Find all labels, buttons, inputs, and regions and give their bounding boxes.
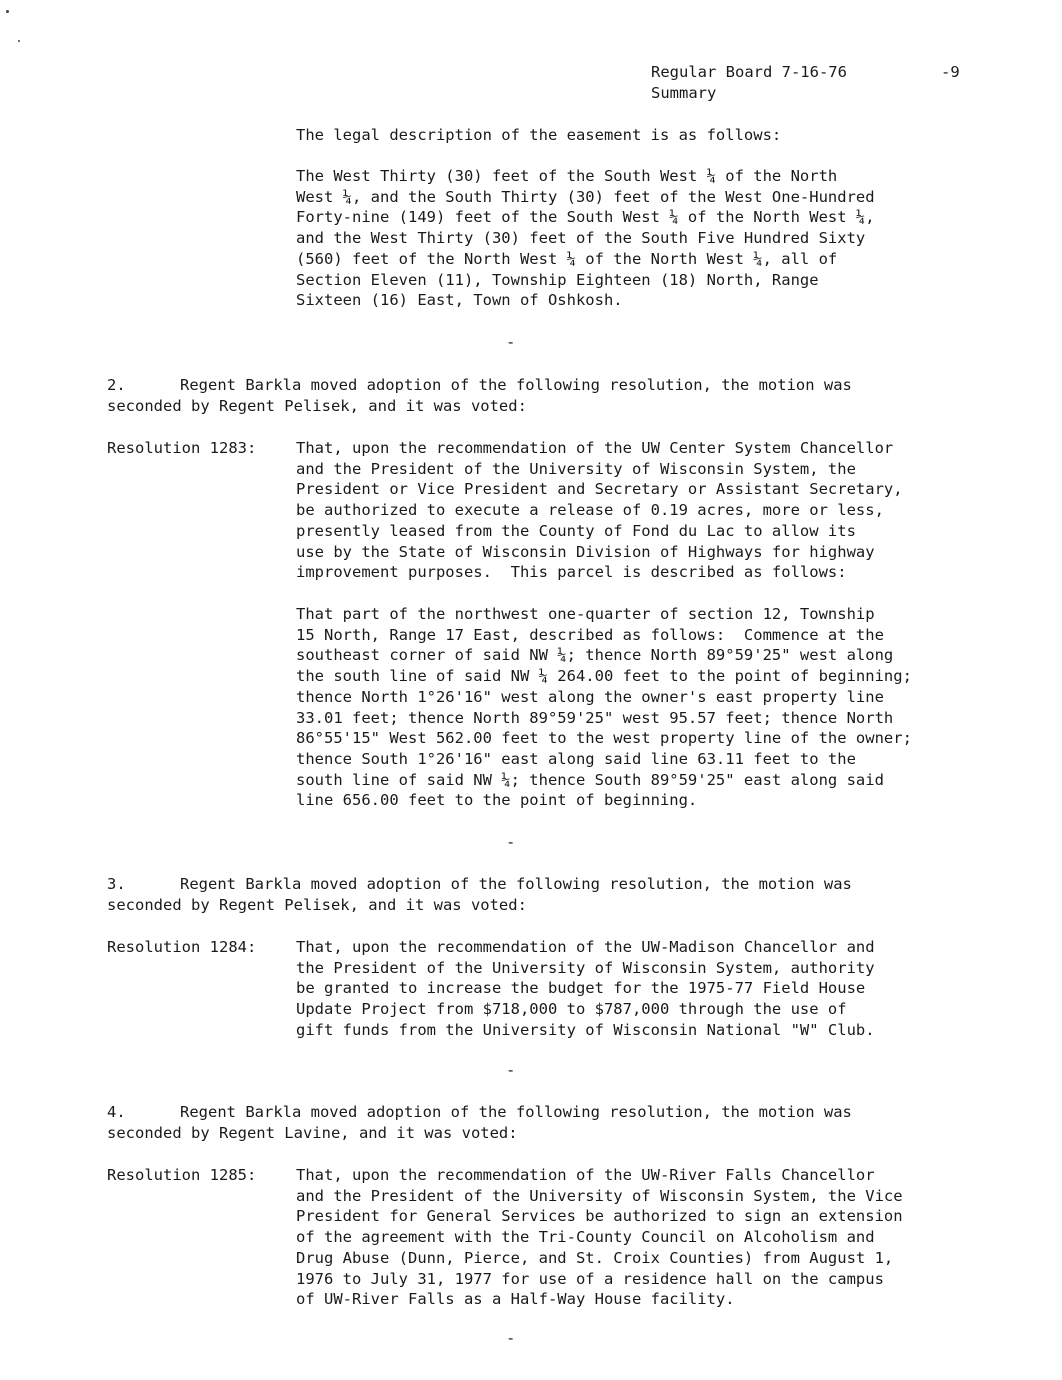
parcel-line: 86°55'15" West 562.00 feet to the west property line of the owner; (296, 729, 912, 748)
parcel-line: southeast corner of said NW ¼; thence North 89°59'25" west along (296, 646, 894, 665)
easement-line: Forty-nine (149) feet of the South West ¼ of the North West ¼, (296, 208, 875, 227)
parcel-line: 15 North, Range 17 East, described as follows: Commence at the (296, 625, 884, 644)
parcel-description (296, 604, 912, 811)
resolution-line: be granted to increase the budget for the 1975-77 Field House (296, 979, 866, 998)
resolution-line: improvement purposes. This parcel is described as follows: (296, 563, 847, 582)
resolution-line: of the agreement with the Tri-County Council on Alcoholism and (296, 1228, 875, 1247)
page-number: -9 (941, 63, 960, 81)
scan-speck (18, 40, 20, 42)
resolution-label: Resolution 1285: (107, 1166, 257, 1184)
resolution-line: Update Project from $718,000 to $787,000 through the use of (296, 1000, 847, 1019)
resolution-body (296, 438, 903, 583)
resolution-line: presently leased from the County of Fond du Lac to allow its (296, 521, 856, 540)
item-number: 2. (107, 376, 126, 394)
motion-text: Regent Barkla moved adoption of the following resolution, the motion was (180, 1103, 852, 1121)
item-number: 4. (107, 1103, 126, 1121)
motion-text: Regent Barkla moved adoption of the following resolution, the motion was (180, 376, 852, 394)
resolution-label: Resolution 1283: (107, 439, 257, 457)
resolution-body (296, 1165, 903, 1310)
header-subtitle: Summary (651, 84, 717, 102)
item-number: 3. (107, 875, 126, 893)
parcel-line: That part of the northwest one-quarter of section 12, Township (296, 605, 875, 623)
parcel-line: south line of said NW ¼; thence South 89°59'25" east along said (296, 770, 884, 789)
motion-text: seconded by Regent Pelisek, and it was voted: (107, 397, 527, 415)
parcel-line: the south line of said NW ¼ 264.00 feet to the point of beginning; (296, 667, 912, 686)
resolution-line: and the President of the University of Wisconsin System, the Vice (296, 1186, 903, 1205)
section-separator: - (506, 333, 516, 351)
resolution-line: Drug Abuse (Dunn, Pierce, and St. Croix Counties) from August 1, (296, 1248, 894, 1267)
scan-speck (6, 10, 9, 13)
easement-intro: The legal description of the easement is as follows: (296, 126, 782, 144)
parcel-line: line 656.00 feet to the point of beginning. (296, 791, 698, 810)
resolution-line: be authorized to execute a release of 0.19 acres, more or less, (296, 501, 884, 520)
easement-line: Sixteen (16) East, Town of Oshkosh. (296, 291, 623, 310)
resolution-body (296, 937, 875, 1041)
motion-text: seconded by Regent Lavine, and it was voted: (107, 1124, 518, 1142)
resolution-line: President or Vice President and Secretary or Assistant Secretary, (296, 480, 903, 499)
resolution-line: President for General Services be authorized to sign an extension (296, 1207, 903, 1226)
resolution-line: the President of the University of Wisconsin System, authority (296, 958, 875, 977)
parcel-line: thence South 1°26'16" east along said line 63.11 feet to the (296, 749, 856, 768)
resolution-line: use by the State of Wisconsin Division of Highways for highway (296, 542, 875, 561)
resolution-line: gift funds from the University of Wisconsin National "W" Club. (296, 1020, 875, 1039)
section-separator: - (506, 1329, 516, 1347)
resolution-line: That, upon the recommendation of the UW-River Falls Chancellor (296, 1166, 875, 1184)
easement-line: The West Thirty (30) feet of the South West ¼ of the North (296, 167, 838, 185)
motion-text: Regent Barkla moved adoption of the following resolution, the motion was (180, 875, 852, 893)
easement-line: Section Eleven (11), Township Eighteen (18) North, Range (296, 270, 819, 289)
resolution-label: Resolution 1284: (107, 938, 257, 956)
resolution-line: That, upon the recommendation of the UW Center System Chancellor (296, 439, 894, 457)
resolution-line: of UW-River Falls as a Half-Way House facility. (296, 1290, 735, 1309)
section-separator: - (506, 833, 516, 851)
parcel-line: 33.01 feet; thence North 89°59'25" west 95.57 feet; thence North (296, 708, 894, 727)
parcel-line: thence North 1°26'16" west along the owner's east property line (296, 687, 884, 706)
resolution-line: 1976 to July 31, 1977 for use of a residence hall on the campus (296, 1269, 884, 1288)
easement-line: (560) feet of the North West ¼ of the North West ¼, all of (296, 249, 838, 268)
easement-description (296, 166, 875, 311)
section-separator: - (506, 1061, 516, 1079)
easement-line: West ¼, and the South Thirty (30) feet of the West One-Hundred (296, 187, 875, 206)
motion-text: seconded by Regent Pelisek, and it was voted: (107, 896, 527, 914)
easement-line: and the West Thirty (30) feet of the South Five Hundred Sixty (296, 229, 866, 248)
resolution-line: and the President of the University of Wisconsin System, the (296, 459, 856, 478)
header-title: Regular Board 7-16-76 (651, 63, 847, 81)
resolution-line: That, upon the recommendation of the UW-Madison Chancellor and (296, 938, 875, 956)
